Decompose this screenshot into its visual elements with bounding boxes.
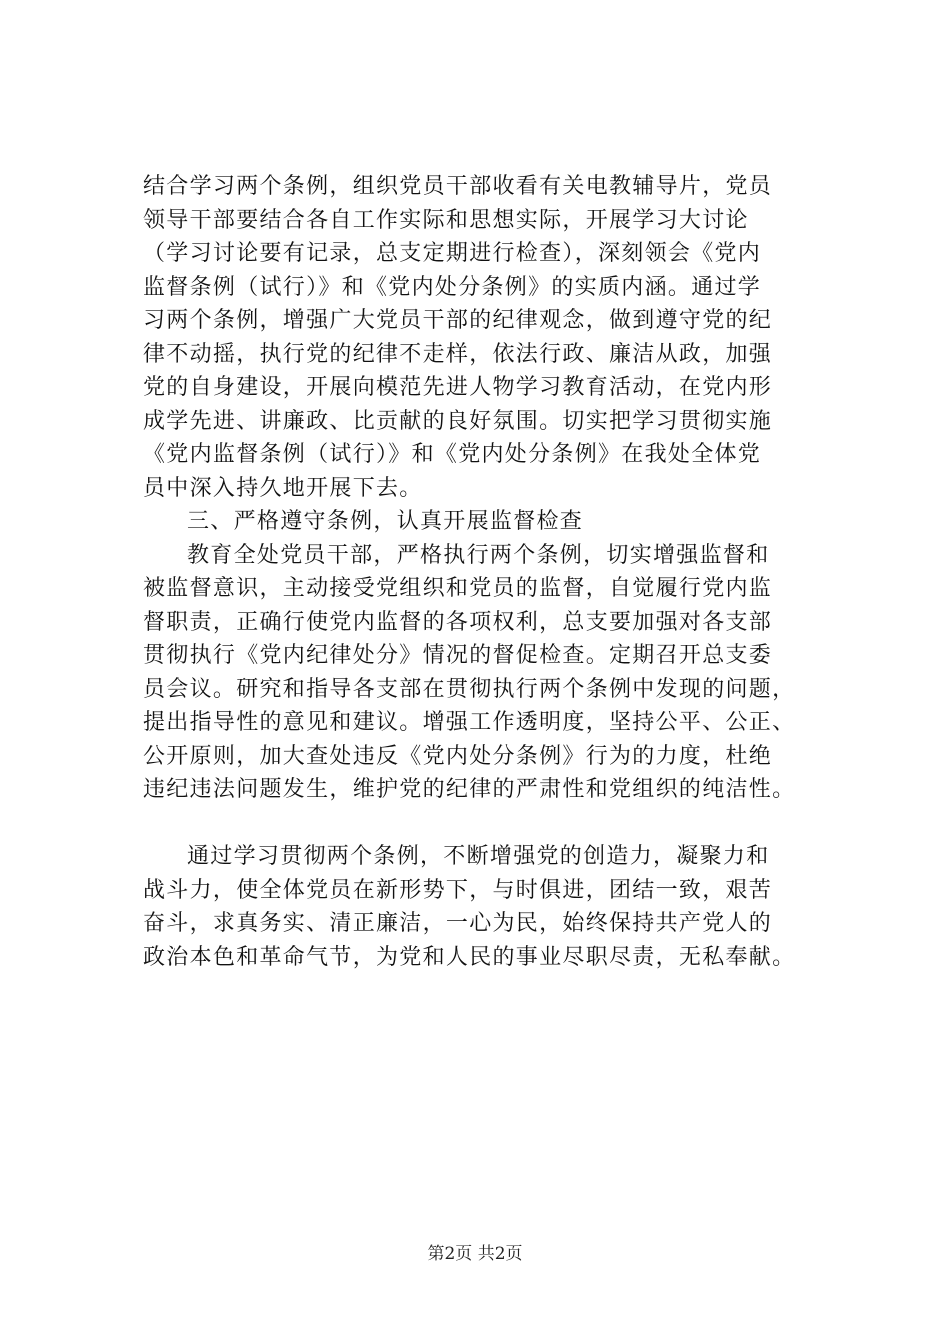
page-footer: 第2页 共2页 bbox=[427, 1244, 523, 1264]
text-line: 奋斗，求真务实、清正廉洁，一心为民，始终保持共产党人的 bbox=[143, 911, 773, 936]
text-line: （学习讨论要有记录，总支定期进行检查），深刻领会《党内 bbox=[143, 241, 762, 266]
text-line: 律不动摇，执行党的纪律不走样，依法行政、廉洁从政，加强 bbox=[143, 341, 773, 367]
text-line: 提出指导性的意见和建议。增强工作透明度，坚持公平、公正、 bbox=[143, 710, 796, 735]
text-line: 督职责，正确行使党内监督的各项权利，总支要加强对各支部 bbox=[143, 609, 773, 635]
text-line: 习两个条例，增强广大党员干部的纪律观念，做到遵守党的纪 bbox=[143, 308, 773, 333]
text-line: 《党内监督条例（试行）》和《党内处分条例》在我处全体党 bbox=[143, 442, 762, 467]
text-line: 被监督意识，主动接受党组织和党员的监督，自觉履行党内监 bbox=[143, 576, 773, 601]
text-line: 战斗力，使全体党员在新形势下，与时俱进，团结一致，艰苦 bbox=[143, 877, 773, 903]
text-line: 员中深入持久地开展下去。 bbox=[143, 475, 423, 501]
text-line: 政治本色和革命气节，为党和人民的事业尽职尽责，无私奉献。 bbox=[143, 944, 796, 970]
text-line: 员会议。研究和指导各支部在贯彻执行两个条例中发现的问题， bbox=[143, 676, 796, 702]
text-line: 违纪违法问题发生，维护党的纪律的严肃性和党组织的纯洁性。 bbox=[143, 777, 796, 802]
text-line: 党的自身建设，开展向模范先进人物学习教育活动，在党内形 bbox=[143, 375, 773, 400]
text-line: 成学先进、讲廉政、比贡献的良好氛围。切实把学习贯彻实施 bbox=[143, 408, 773, 434]
document-body bbox=[143, 170, 833, 974]
text-line: 教育全处党员干部，严格执行两个条例，切实增强监督和 bbox=[187, 542, 770, 568]
text-line: 领导干部要结合各自工作实际和思想实际，开展学习大讨论 bbox=[143, 207, 749, 233]
text-line: 监督条例（试行）》和《党内处分条例》的实质内涵。通过学 bbox=[143, 274, 762, 300]
text-line: 贯彻执行《党内纪律处分》情况的督促检查。定期召开总支委 bbox=[143, 643, 773, 668]
text-line: 公开原则，加大查处违反《党内处分条例》行为的力度，杜绝 bbox=[143, 743, 773, 769]
section-heading: 三、严格遵守条例，认真开展监督检查 bbox=[187, 509, 584, 534]
paragraph-gap bbox=[143, 807, 833, 841]
text-line: 结合学习两个条例，组织党员干部收看有关电教辅导片，党员 bbox=[143, 174, 773, 199]
text-line: 通过学习贯彻两个条例，不断增强党的创造力，凝聚力和 bbox=[187, 844, 770, 869]
